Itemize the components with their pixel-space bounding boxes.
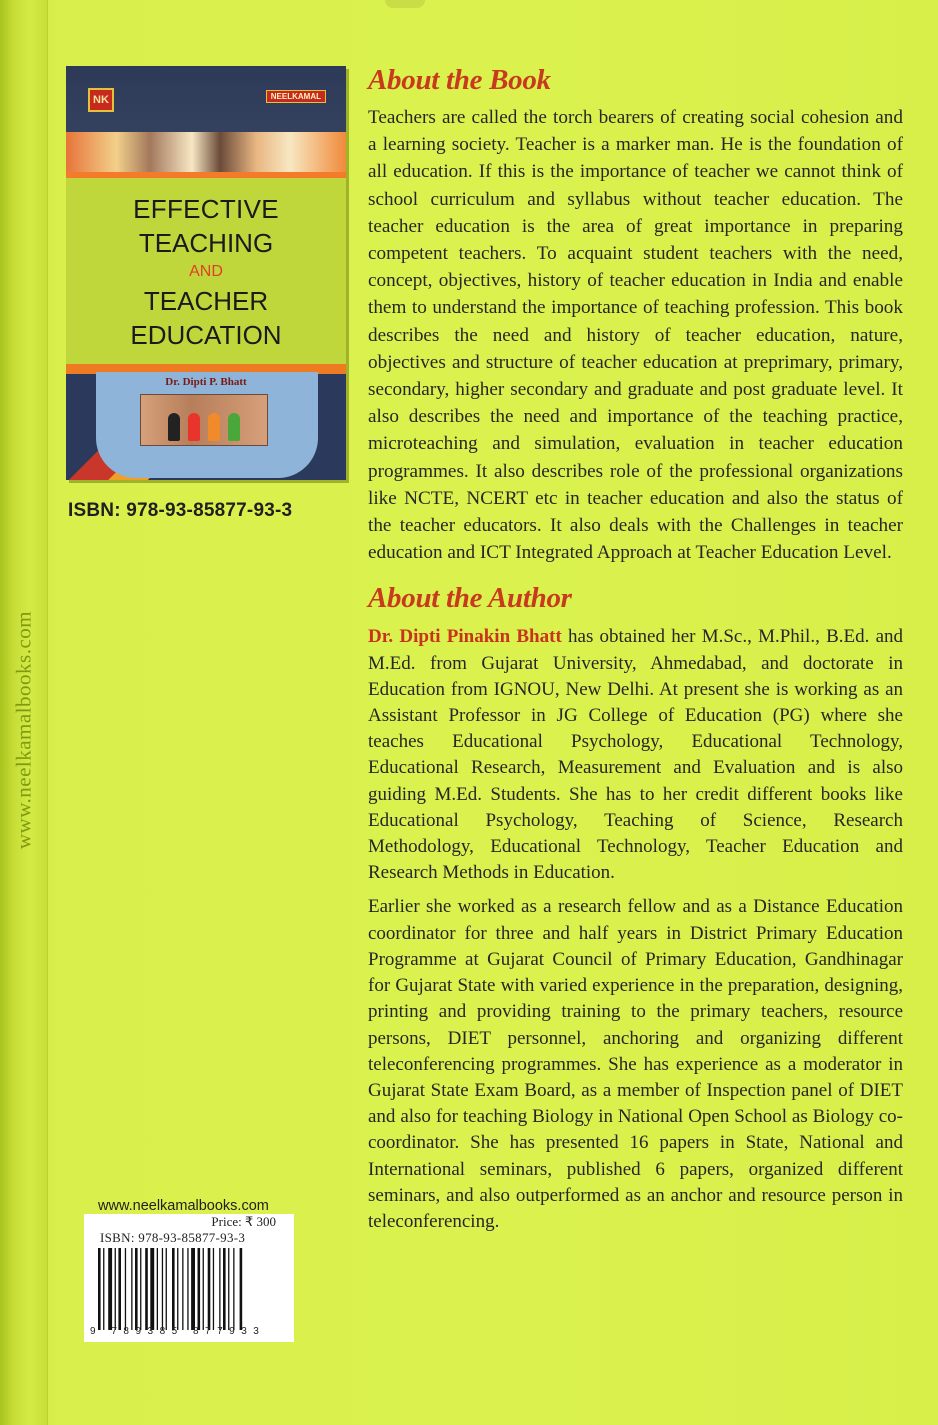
paper-person-icon	[188, 413, 200, 441]
cover-title-and: AND	[189, 263, 223, 280]
about-author-para1-text: has obtained her M.Sc., M.Phil., B.Ed. and M.Ed. from Gujarat University, Ahmedabad, and doctorate in Education from IGNOU, New Delhi. At present she is working as an Assistant Professor in JG College of Education (PG) where she teaches Educational Psychology, Educational Technology, Educational Research, Measurement and Evaluation and is also guiding M.Ed. Students. She has to her credit different books like Educational Psychology, Teaching of Science, Research Methodology, Educational Technology, Teacher Education and Research Methods in Education.	[368, 626, 904, 884]
isbn-label: ISBN: 978-93-85877-93-3	[68, 500, 293, 521]
author-name: Dr. Dipti Pinakin Bhatt	[368, 626, 562, 648]
paper-person-icon	[168, 413, 180, 441]
about-book-text: Teachers are called the torch bearers of creating social cohesion and a learning society. Teacher is a marker man. He is the foundation of all education. If this is the importance of teacher we cannot think of school curriculum and syllabus without teacher education. The teacher education is the area of great importance in preparing competent teachers. To acquaint student teachers with the need, concept, objectives, history of teacher education in India and enable them to understand the importance of teaching profession. This book describes the need and history of teacher education, nature, objectives and structure of teacher education at preprimary, primary, secondary, higher secondary and graduate and post graduate level. It also describes the need and importance of the teaching practice, microteaching and simulation, evaluation in teacher education programmes. It also describes role of the professional organizations like NCTE, NCERT etc in teacher education and also the status of the teacher educators. It also deals with the Challenges in teacher education and ICT Integrated Approach at Teacher Education Level.	[368, 107, 903, 564]
cover-title-line4: EDUCATION	[130, 320, 282, 350]
about-book-heading: About the Book	[368, 64, 551, 96]
paper-person-icon	[208, 413, 220, 441]
cover-title-line1: EFFECTIVE	[133, 194, 279, 224]
barcode-box	[84, 1214, 294, 1342]
cover-hands-illustration	[140, 394, 268, 446]
about-author-heading: About the Author	[368, 582, 572, 615]
front-cover-thumbnail	[66, 66, 346, 480]
cover-title-line2: TEACHING	[138, 228, 274, 258]
paper-person-icon	[228, 413, 240, 441]
spine	[0, 0, 48, 1425]
publisher-logo-icon: NK	[88, 88, 114, 112]
about-author-para1	[368, 624, 903, 886]
blurb-column	[368, 60, 903, 1235]
cover-title-line3: TEACHER	[143, 286, 269, 316]
cover-publisher: NEELKAMAL	[266, 90, 326, 103]
cover-notch	[385, 0, 425, 8]
spine-website: www.neelkamalbooks.com	[11, 610, 36, 850]
cover-author: Dr. Dipti P. Bhatt	[165, 376, 247, 388]
barcode-price: Price: ₹ 300	[211, 1214, 276, 1229]
cover-title-block	[66, 178, 346, 364]
barcode-isbn: ISBN: 978-93-85877-93-3	[100, 1230, 246, 1245]
about-author-para2: Earlier she worked as a research fellow and as a Distance Education coordinator for three and half years in District Primary Education Programme at Gujarat Council of Primary Education, Gandhinagar for Gujarat State with varied experience in the preparation, designing, printing and providing training to the primary teachers, resource persons, DIET personnel, anchoring and organizing different teleconferencing programmes. She has experience as a moderator in Gujarat State Exam Board, as a member of Inspection panel of DIET and also for teaching Biology in National Open School as Biology co-coordinator. She has presented 16 papers in State, National and International seminars, published 6 papers, organized different seminars, and also outperformed as an anchor and resource person in teleconferencing.	[368, 896, 903, 1232]
barcode-icon	[98, 1248, 280, 1330]
barcode-digits: 9 789385 877933	[90, 1326, 266, 1337]
barcode-website: www.neelkamalbooks.com	[98, 1198, 269, 1214]
